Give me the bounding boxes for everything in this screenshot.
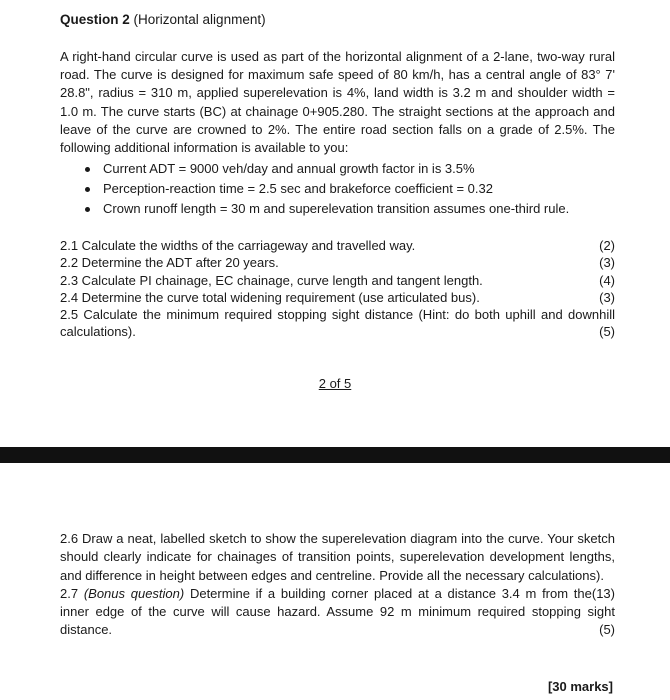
subquestion-marks: (2): [599, 238, 615, 253]
info-item-crown-runoff: Crown runoff length = 30 m and superelevation transition assumes one-third rule.: [83, 199, 623, 219]
subquestion-text: 2.6 Draw a neat, labelled sketch to show the superelevation diagram into the curve. Your sketch should clearly indicate for chainages of transition points, superelevation development lengths, and difference in height between edges and centreline. Provide all the necessary calculations).: [60, 531, 615, 583]
subquestion-marks: (3): [599, 289, 615, 305]
subquestion-text: 2.4 Determine the curve total widening requirement (use articulated bus).: [60, 289, 480, 305]
subquestion-2-2: [60, 254, 615, 271]
subquestion-text: 2.2 Determine the ADT after 20 years.: [60, 255, 279, 271]
subquestion-list: [60, 237, 615, 341]
total-marks: [30 marks]: [547, 679, 613, 694]
subquestion-marks: (5): [599, 622, 615, 638]
subquestion-2-7: [60, 585, 615, 640]
subquestion-number: 2.7: [60, 585, 84, 601]
subquestion-marks: (5): [599, 324, 615, 340]
subquestion-2-4: [60, 289, 615, 306]
subquestion-text: Determine if a building corner placed at a distance 3.4 m from the inner edge of the curve will cause hazard. Assume 92 m minimum required stopping sight distance.: [60, 585, 615, 638]
question-heading: [60, 11, 266, 29]
subquestion-2-3: [60, 272, 615, 289]
subquestion-text: 2.3 Calculate PI chainage, EC chainage, curve length and tangent length.: [60, 272, 483, 288]
page-number: [0, 376, 670, 392]
info-list: [83, 159, 623, 219]
subquestion-2-6-2-7: [60, 530, 615, 640]
subquestion-marks: (13): [591, 585, 615, 601]
info-item-perception: Perception-reaction time = 2.5 sec and brakeforce coefficient = 0.32: [83, 179, 623, 199]
question-topic: (Horizontal alignment): [133, 12, 266, 27]
page-number-text: 2 of 5: [318, 376, 352, 391]
subquestion-text: 2.5 Calculate the minimum required stopping sight distance (Hint: do both uphill and downhill calculations).: [60, 307, 615, 340]
bonus-label: (Bonus question): [83, 585, 185, 601]
subquestion-marks: (3): [599, 255, 615, 271]
info-item-adt: Current ADT = 9000 veh/day and annual growth factor in is 3.5%: [83, 159, 623, 179]
subquestion-2-1: [60, 237, 615, 254]
page-separator: [0, 447, 670, 463]
question-intro: A right-hand circular curve is used as part of the horizontal alignment of a 2-lane, two-way rural road. The curve is designed for maximum safe speed of 80 km/h, has a central angle of 83° 7' 28.8", radius = 310 m, applied superelevation is 4%, land width is 3.2 m and shoulder width = 1.0 m. The curve starts (BC) at chainage 0+905.280. The straight sections at the approach and leave of the curve are crowned to 2%. The entire road section falls on a grade of 2.5%. The following additional information is available to you:: [60, 49, 615, 156]
question-number: Question 2: [60, 12, 130, 27]
subquestion-2-5: [60, 306, 615, 341]
subquestion-marks: (4): [599, 272, 615, 288]
subquestion-text: 2.1 Calculate the widths of the carriageway and travelled way.: [60, 238, 416, 253]
